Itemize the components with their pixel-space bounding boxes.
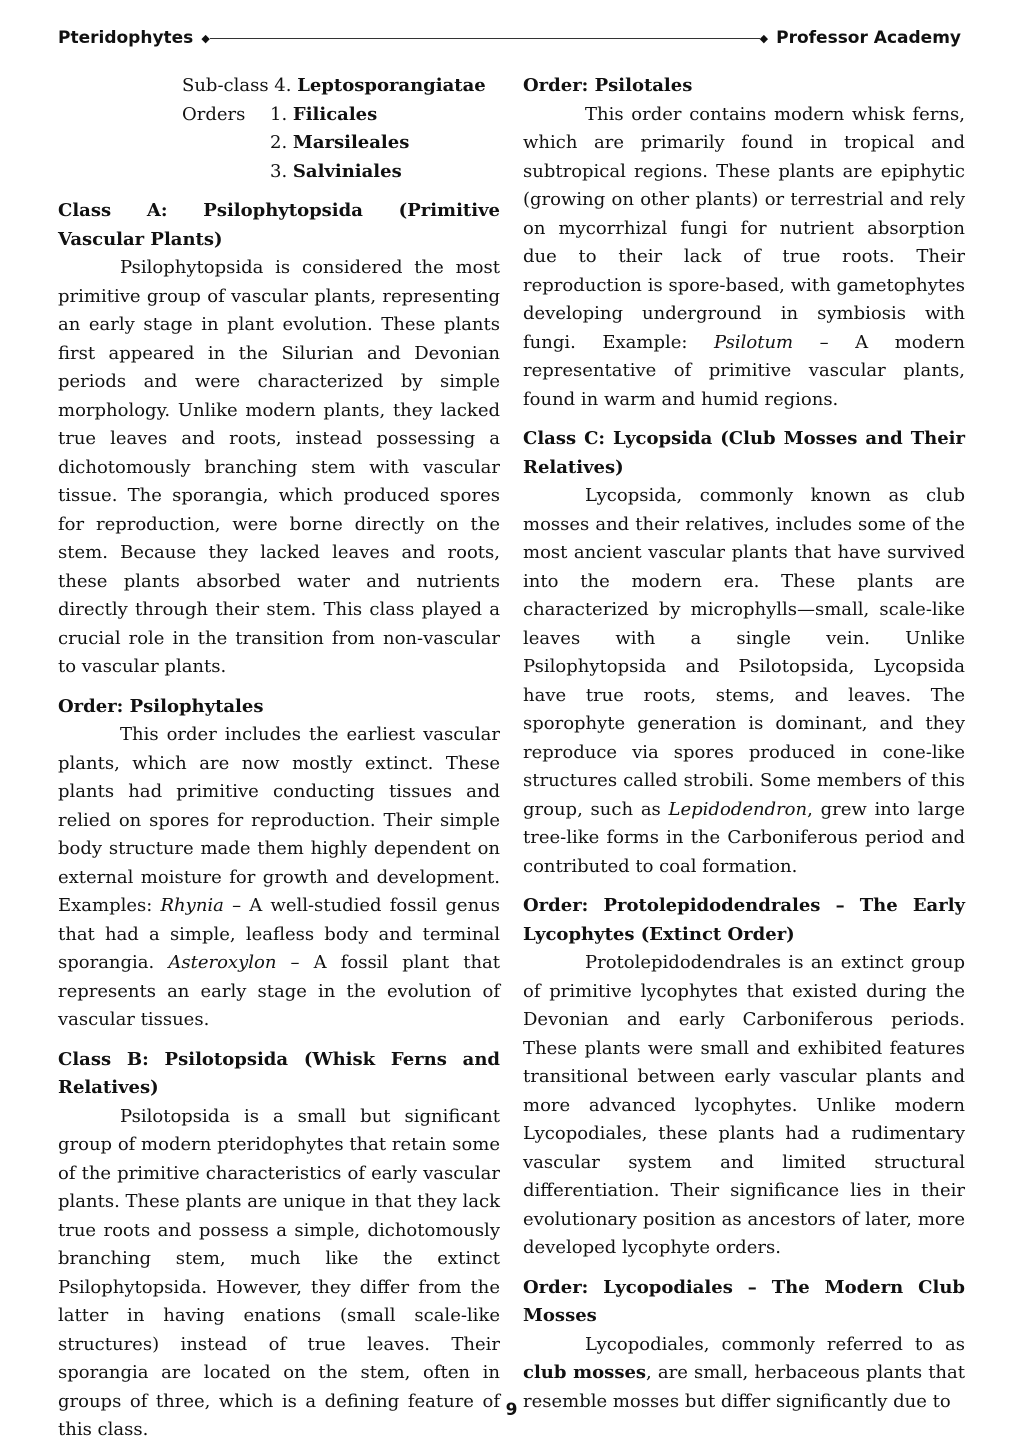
body-text: – A well-studied fossil genus that had a simple, leafless body and terminal sporangia. [58, 895, 500, 973]
order-num: 2. [270, 132, 288, 153]
genus-name: Lepidodendron [668, 798, 808, 820]
body-text: This order includes the earliest vascular plants, which are now mostly extinct. These plants had primitive conducting tissues and relied on spores for reproduction. Their simple body structure made them highly dependent on external moisture for growth and development. Examples: [58, 724, 500, 916]
order-row [182, 158, 500, 187]
class-c-section [523, 425, 965, 881]
header-line [210, 38, 760, 39]
page-number: 9 [505, 1400, 518, 1420]
lycopodiales-heading: Order: Lycopodiales – The Modern Club Mosses [523, 1276, 965, 1326]
class-b-body: Psilotopsida is a small but significant group of modern pteridophytes that retain some of the primitive characteristics of early vascular plants. These plants are unique in that they lack true roots and possess a simple, dichotomously branching stem, much like the extinct Psilophytopsida. However, they differ from the latter in having enations (small scale-like structures) instead of true leaves. Their sporangia are located on the stem, often in groups of three, which is a defining feature of this class. [58, 1105, 500, 1440]
psilotales-heading: Order: Psilotales [523, 75, 693, 96]
psilophytales-body [58, 721, 500, 1035]
genus-name: Psilotum [714, 331, 794, 353]
body-text: – A fossil plant that represents an early stage in the evolution of vascular tissues. [58, 952, 500, 1030]
order-name: Filicales [292, 103, 378, 125]
subclass-name: Leptosporangiatae [297, 75, 486, 96]
page-header [58, 26, 961, 50]
diamond-icon: ◆ [201, 31, 210, 45]
header-left-title: Pteridophytes [58, 28, 194, 48]
bold-term: club mosses [523, 1362, 647, 1383]
body-text: – A modern representative of primitive vascular plants, found in warm and humid regions. [523, 331, 965, 410]
right-column [523, 72, 965, 1416]
header-rule [201, 33, 768, 44]
body-text: Lycopodiales, commonly referred to as [585, 1333, 965, 1355]
lycopodiales-section [523, 1274, 965, 1417]
diamond-icon: ◆ [759, 31, 769, 45]
protolepidodendrales-section [523, 892, 965, 1263]
order-row [182, 129, 500, 158]
order-name: Marsileales [292, 132, 410, 153]
header-right-title: Professor Academy [776, 28, 961, 48]
body-text: Lycopsida, commonly known as club mosses and their relatives, includes some of the most ancient vascular plants that have survived into the modern era. These plants are characterized by microphylls—small, scale-like leaves with a single vein. Unlike Psilophytopsida and Psilotopsida, Lycopsida have true roots, stems, and leaves. The sporophyte generation is dominant, and they reproduce via spores produced in cone-like structures called strobili. Some members of this group, such as [523, 485, 965, 820]
class-a-heading: Class A: Psilophytopsida (Primitive Vascular Plants) [58, 200, 500, 250]
order-num: 3. [270, 160, 288, 182]
psilophytales-section [58, 693, 500, 1035]
genus-name: Rhynia [160, 895, 224, 916]
genus-name: Asteroxylon [168, 952, 277, 973]
psilotales-body [523, 101, 965, 415]
subclass-label: Sub-class 4. [182, 75, 292, 96]
order-num: 1. [270, 103, 288, 125]
subclass-row [182, 72, 500, 101]
orders-label: Orders [182, 103, 246, 125]
class-a-section [58, 197, 500, 682]
class-c-body [523, 482, 965, 881]
protolepidodendrales-body: Protolepidodendrales is an extinct group of primitive lycophytes that existed during the Devonian and early Carboniferous periods. These plants were small and exhibited features transitional between early vascular plants and more advanced lycophytes. Unlike modern Lycopodiales, these plants had a rudimentary vascular system and limited structural differentiation. Their significance lies in their evolutionary position as ancestors of later, more developed lycophyte orders. [523, 952, 965, 1258]
class-a-body: Psilophytopsida is considered the most primitive group of vascular plants, representing an early stage in plant evolution. These plants first appeared in the Silurian and Devonian periods and were characterized by simple morphology. Unlike modern plants, they lacked true leaves and roots, instead possessing a dichotomously branching stem with vascular tissue. The sporangia, which produced spores for reproduction, were borne directly on the stem. Because they lacked leaves and roots, these plants absorbed water and nutrients directly through their stem. This class played a crucial role in the transition from non-vascular to vascular plants. [58, 257, 500, 677]
left-column [58, 72, 500, 1445]
subclass-block [58, 72, 500, 186]
class-b-heading: Class B: Psilotopsida (Whisk Ferns and Relatives) [58, 1048, 500, 1098]
body-text: , grew into large tree-like forms in the Carboniferous period and contributed to coal formation. [523, 798, 965, 877]
class-c-heading: Class C: Lycopsida (Club Mosses and Their Relatives) [523, 428, 965, 478]
psilotales-section [523, 72, 965, 414]
order-name: Salviniales [292, 160, 402, 182]
protolepidodendrales-heading: Order: Protolepidodendrales – The Early Lycophytes (Extinct Order) [523, 895, 965, 945]
body-text: , are small, herbaceous plants that resemble mosses but differ significantly due to [523, 1362, 965, 1412]
body-text: This order contains modern whisk ferns, which are primarily found in tropical and subtropical regions. These plants are epiphytic (growing on other plants) or terrestrial and rely on mycorrhizal fungi for nutrient absorption due to their lack of true roots. Their reproduction is spore-based, with gametophytes developing underground in symbiosis with fungi. Example: [523, 103, 965, 353]
class-b-section [58, 1046, 500, 1445]
psilophytales-heading: Order: Psilophytales [58, 695, 264, 717]
order-row [182, 101, 500, 130]
